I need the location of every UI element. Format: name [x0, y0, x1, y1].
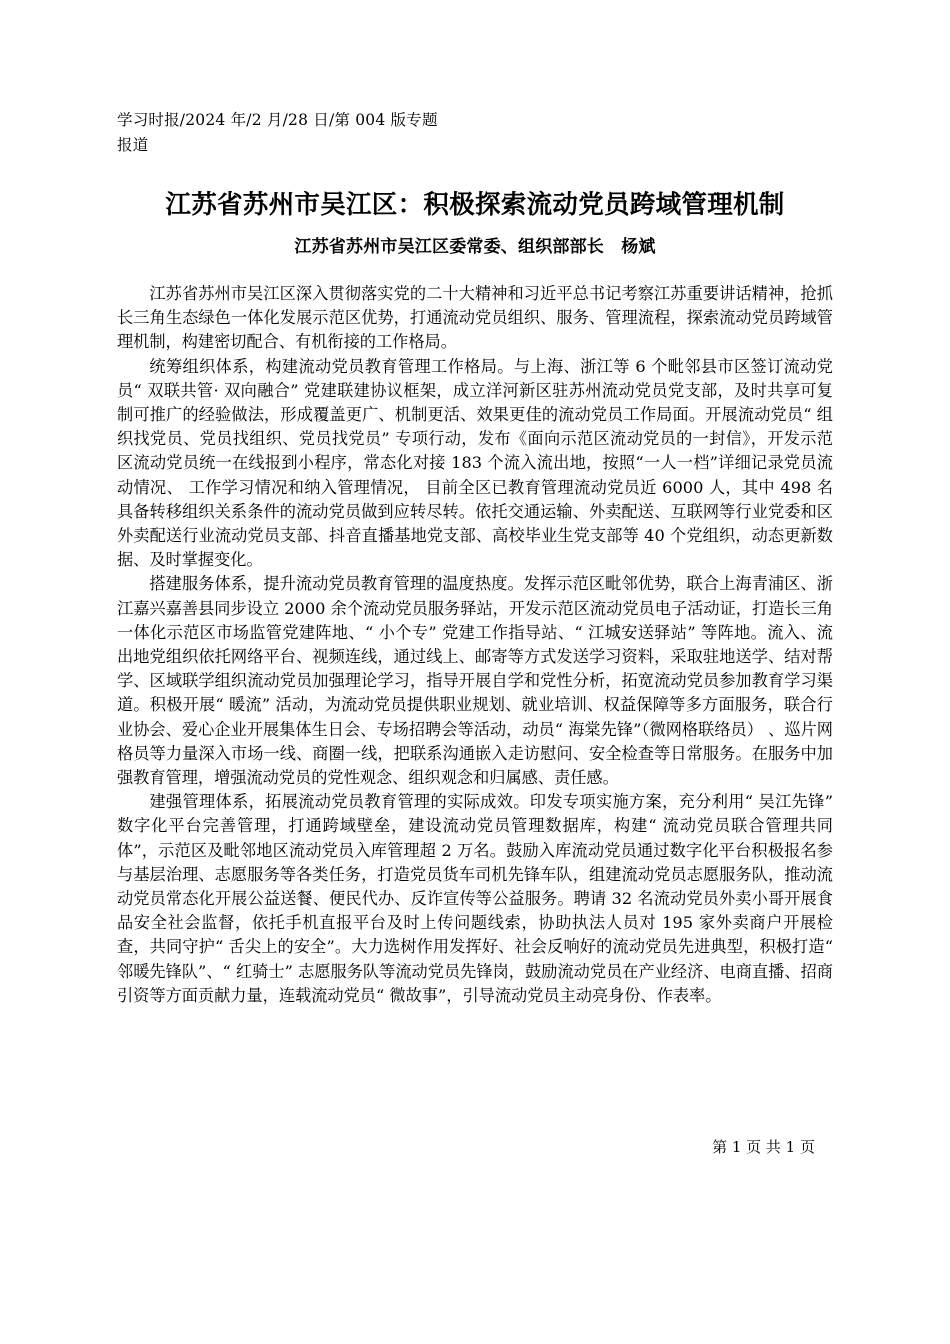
page-title: 江苏省苏州市吴江区：积极探索流动党员跨域管理机制: [165, 190, 785, 220]
body-paragraph: 统筹组织体系，构建流动党员教育管理工作格局。与上海、浙江等 6 个毗邻县市区签订流动党员“ 双联共管· 双向融合” 党建联建协议框架，成立洋河新区驻苏州流动党员党支部，及时共享可复制可推广的经验做法，形成覆盖更广、机制更活、效果更佳的流动党员工作局面。开展流动党员“ 组织找党员、党员找组织、党员找党员” 专项行动，发布《面向示范区流动党员的一封信》，开发示范区流动党员统一在线报到小程序，常态化对接 183 个流入流出地，按照“一人一档”详细记录党员流动情况、 工作学习情况和纳入管理情况， 目前全区已教育管理流动党员近 6000 人，其中 498 名具备转移组织关系条件的流动党员做到应转尽转。依托交通运输、外卖配送、互联网等行业党委和区外卖配送行业流动党员支部、抖音直播基地党支部、高校毕业生党支部等 40 个党组织，动态更新数据、及时掌握变化。: [117, 356, 833, 570]
body-paragraph: 建强管理体系，拓展流动党员教育管理的实际成效。印发专项实施方案，充分利用“ 吴江先锋” 数字化平台完善管理，打通跨域壁垒，建设流动党员管理数据库，构建“ 流动党员联合管理共同体”，示范区及毗邻地区流动党员入库管理超 2 万名。鼓励入库流动党员通过数字化平台积极报名参与基层治理、志愿服务等各类任务，打造党员货车司机先锋车队，组建流动党员志愿服务队，推动流动党员常态化开展公益送餐、便民代办、反诈宣传等公益服务。聘请 32 名流动党员外卖小哥开展食品安全社会监督，依托手机直报平台及时上传问题线索，协助执法人员对 195 家外卖商户开展检查，共同守护“ 舌尖上的安全”。大力选树作用发挥好、社会反响好的流动党员先进典型，积极打造“ 邻暖先锋队”、“ 红骑士” 志愿服务队等流动党员先锋岗，鼓励流动党员在产业经济、电商直播、招商引资等方面贡献力量，连载流动党员“ 微故事”，引导流动党员主动亮身份、作表率。: [117, 792, 833, 1005]
page-number-footer: 第 1 页 共 1 页: [712, 1138, 815, 1156]
document-content: [117, 108, 833, 1008]
body-paragraph: 搭建服务体系，提升流动党员教育管理的温度热度。发挥示范区毗邻优势，联合上海青浦区、浙江嘉兴嘉善县同步设立 2000 余个流动党员服务驿站，开发示范区流动党员电子活动证，打造长三角一体化示范区市场监管党建阵地、“ 小个专” 党建工作指导站、“ 江城安送驿站” 等阵地。流入、流出地党组织依托网络平台、视频连线，通过线上、邮寄等方式发送学习资料，采取驻地送学、结对帮学、区域联学组织流动党员加强理论学习，指导开展自学和党性分析，拓宽流动党员参加教育学习渠道。积极开展“ 暖流” 活动，为流动党员提供职业规划、就业培训、权益保障等多方面服务，联合行业协会、爱心企业开展集体生日会、专场招聘会等活动，动员“ 海棠先锋”（微网格联络员） 、巡片网格员等力量深入市场一线、商圈一线，把联系沟通嵌入走访慰问、安全检查等日常服务。在服务中加强教育管理，增强流动党员的党性观念、组织观念和归属感、责任感。: [117, 574, 833, 788]
body-paragraph: 江苏省苏州市吴江区深入贯彻落实党的二十大精神和习近平总书记考察江苏重要讲话精神，抢抓长三角生态绿色一体化发展示范区优势，打通流动党员组织、服务、管理流程，探索流动党员跨域管理机制，构建密切配合、有机衔接的工作格局。: [117, 284, 833, 352]
author-byline: 江苏省苏州市吴江区委常委、组织部部长 杨斌: [294, 237, 656, 257]
masthead-source-line: 学习时报/2024 年/2 月/28 日/第 004 版专题报道: [117, 111, 438, 154]
article-body: [117, 282, 833, 1008]
